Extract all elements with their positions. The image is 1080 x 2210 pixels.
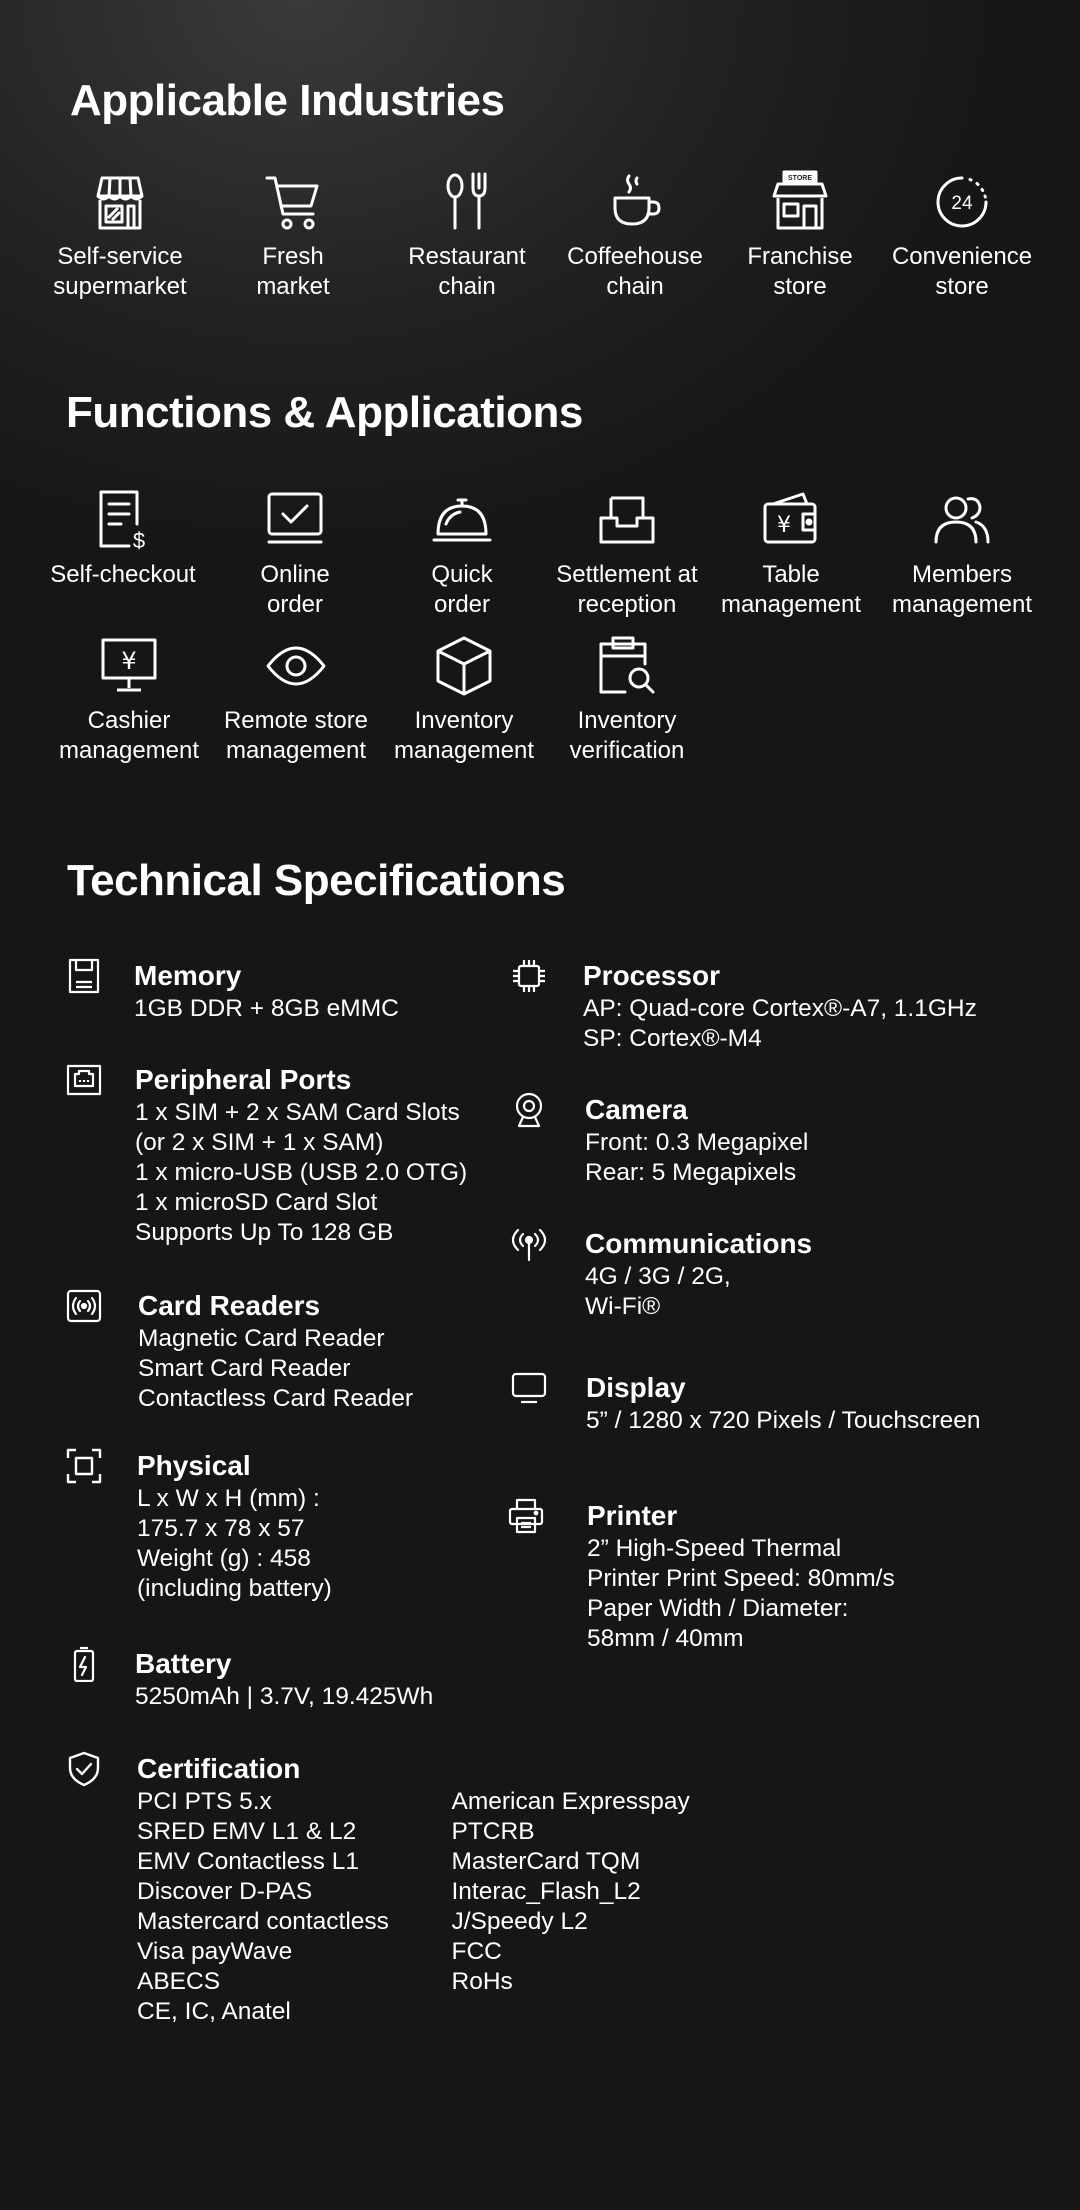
- industry-label-line2: supermarket: [53, 273, 187, 300]
- cert-item: CE, IC, Anatel: [137, 1998, 291, 2025]
- function-cashier-management: [44, 634, 214, 766]
- store-building-icon: [768, 170, 832, 234]
- spec-line: L x W x H (mm) :: [137, 1485, 320, 1512]
- shield-check-icon: [66, 1751, 102, 1787]
- spec-line: AP: Quad-core Cortex®-A7, 1.1GHz: [583, 995, 977, 1022]
- spec-line: 5” / 1280 x 720 Pixels / Touchscreen: [586, 1407, 981, 1434]
- cert-item: Discover D-PAS: [137, 1878, 313, 1905]
- spec-printer: [508, 1498, 1028, 1654]
- function-self-checkout: [38, 488, 208, 590]
- service-bell-icon: [430, 488, 494, 552]
- spec-line: 5250mAh | 3.7V, 19.425Wh: [135, 1683, 434, 1710]
- spec-title: Memory: [134, 960, 242, 991]
- receipt-dollar-icon: [91, 488, 155, 552]
- function-label-line1: Cashier: [87, 707, 171, 734]
- spec-line: 58mm / 40mm: [587, 1625, 744, 1652]
- spec-line: (or 2 x SIM + 1 x SAM): [135, 1129, 384, 1156]
- spec-line: 1 x SIM + 2 x SAM Card Slots: [135, 1099, 460, 1126]
- function-label-line1: Quick: [431, 561, 493, 588]
- function-inventory-verification: [542, 634, 712, 766]
- function-label-line2: management: [891, 591, 1033, 618]
- spec-title: Certification: [137, 1753, 301, 1784]
- industry-coffeehouse-chain: [550, 170, 720, 302]
- industries-title: Applicable Industries: [70, 76, 505, 125]
- 24-hour-icon: [930, 170, 994, 234]
- spec-line: Magnetic Card Reader: [138, 1325, 385, 1352]
- industry-label-line2: chain: [606, 273, 664, 300]
- spec-line: Contactless Card Reader: [138, 1385, 414, 1412]
- cert-item: EMV Contactless L1: [137, 1848, 359, 1875]
- function-quick-order: [377, 488, 547, 620]
- industry-label-line2: store: [935, 273, 989, 300]
- box-icon: [432, 634, 496, 698]
- industry-label-line1: Convenience: [891, 243, 1033, 270]
- spec-line: 1 x microSD Card Slot: [135, 1189, 378, 1216]
- function-table-management: [706, 488, 876, 620]
- monitor-icon: [511, 1370, 547, 1406]
- function-members-management: [877, 488, 1047, 620]
- 24-hour-badge-text: 24: [951, 193, 973, 214]
- webcam-icon: [511, 1092, 547, 1128]
- industry-label-line2: chain: [438, 273, 496, 300]
- shopping-cart-icon: [261, 170, 325, 234]
- cert-column-2: [452, 1787, 767, 2027]
- spec-title: Physical: [137, 1450, 251, 1481]
- spec-title: Communications: [585, 1228, 813, 1259]
- spec-line: (including battery): [137, 1575, 332, 1602]
- spec-card-readers: [66, 1288, 506, 1414]
- industry-franchise-store: [715, 170, 885, 302]
- inbox-tray-icon: [595, 488, 659, 552]
- spec-camera: [511, 1092, 1031, 1188]
- spec-line: Rear: 5 Megapixels: [585, 1159, 797, 1186]
- spec-certification: [66, 1751, 766, 2027]
- function-label-line1: Remote store: [223, 707, 369, 734]
- eye-icon: [264, 634, 328, 698]
- store-sign-text: STORE: [788, 175, 812, 182]
- spoon-fork-icon: [435, 170, 499, 234]
- function-label-line2: management: [58, 737, 200, 764]
- spec-line: 1 x micro-USB (USB 2.0 OTG): [135, 1159, 468, 1186]
- nfc-card-icon: [66, 1288, 102, 1324]
- spec-display: [511, 1370, 1051, 1436]
- function-label-line2: management: [225, 737, 367, 764]
- port-icon: [66, 1062, 102, 1098]
- functions-title: Functions & Applications: [66, 388, 583, 437]
- spec-title: Printer: [587, 1500, 678, 1531]
- spec-physical: [66, 1448, 506, 1604]
- function-inventory-management: [379, 634, 549, 766]
- svg-text:¥: ¥: [777, 513, 791, 538]
- cert-item: Visa payWave: [137, 1938, 293, 1965]
- spec-line: Smart Card Reader: [138, 1355, 351, 1382]
- spec-title: Processor: [583, 960, 720, 991]
- function-settlement-at-reception: [542, 488, 712, 620]
- function-label-line2: management: [720, 591, 862, 618]
- spec-line: 175.7 x 78 x 57: [137, 1515, 305, 1542]
- spec-peripheral-ports: [66, 1062, 506, 1248]
- spec-communications: [511, 1226, 1031, 1322]
- industry-label-line1: Fresh: [262, 243, 324, 270]
- spec-processor: [511, 958, 1031, 1054]
- function-label-line2: order: [266, 591, 324, 618]
- spec-line: Front: 0.3 Megapixel: [585, 1129, 809, 1156]
- cert-column-1: [137, 1787, 452, 2027]
- monitor-yen-icon: [97, 634, 161, 698]
- function-online-order: [210, 488, 380, 620]
- svg-text:$: $: [132, 528, 146, 552]
- function-label-line1: Inventory: [577, 707, 677, 734]
- spec-title: Battery: [135, 1648, 232, 1679]
- function-label-line1: Inventory: [414, 707, 514, 734]
- function-label-line2: reception: [577, 591, 677, 618]
- spec-title: Camera: [585, 1094, 688, 1125]
- spec-title: Display: [586, 1372, 686, 1403]
- industry-restaurant-chain: [382, 170, 552, 302]
- cert-item: RoHs: [451, 1968, 513, 1995]
- industry-label-line1: Franchise: [747, 243, 853, 270]
- industry-label-line2: market: [256, 273, 330, 300]
- cert-item: PTCRB: [451, 1818, 535, 1845]
- svg-text:¥: ¥: [121, 647, 137, 675]
- industry-convenience-store: [877, 170, 1047, 302]
- function-label-line2: management: [393, 737, 535, 764]
- spec-line: Wi-Fi®: [585, 1293, 661, 1320]
- cert-item: FCC: [451, 1938, 502, 1965]
- function-label-line1: Settlement at: [556, 561, 698, 588]
- spec-line: Weight (g) : 458: [137, 1545, 311, 1572]
- coffee-cup-icon: [603, 170, 667, 234]
- cert-item: Mastercard contactless: [137, 1908, 389, 1935]
- cert-item: ABECS: [137, 1968, 221, 1995]
- industry-label-line2: store: [773, 273, 827, 300]
- spec-line: Supports Up To 128 GB: [135, 1219, 394, 1246]
- spec-line: Printer Print Speed: 80mm/s: [587, 1565, 895, 1592]
- function-label-line1: Online: [260, 561, 330, 588]
- sd-card-icon: [66, 958, 102, 994]
- industry-fresh-market: [208, 170, 378, 302]
- industry-label-line1: Self-service: [57, 243, 183, 270]
- function-label-line1: Self-checkout: [50, 561, 196, 588]
- function-label-line2: order: [433, 591, 491, 618]
- cpu-chip-icon: [511, 958, 547, 994]
- cert-item: SRED EMV L1 & L2: [137, 1818, 357, 1845]
- spec-memory: [66, 958, 506, 1024]
- function-label-line1: Members: [911, 561, 1013, 588]
- checkbox-icon: [263, 488, 327, 552]
- wallet-yen-icon: [759, 488, 823, 552]
- clipboard-search-icon: [595, 634, 659, 698]
- cert-item: MasterCard TQM: [451, 1848, 641, 1875]
- function-remote-store-management: [211, 634, 381, 766]
- cert-item: PCI PTS 5.x: [137, 1788, 272, 1815]
- users-icon: [930, 488, 994, 552]
- spec-line: SP: Cortex®-M4: [583, 1025, 762, 1052]
- spec-title: Peripheral Ports: [135, 1064, 352, 1095]
- cert-item: J/Speedy L2: [451, 1908, 588, 1935]
- spec-battery: [66, 1646, 506, 1712]
- spec-title: Card Readers: [138, 1290, 321, 1321]
- printer-icon: [508, 1498, 544, 1534]
- function-label-line2: verification: [569, 737, 685, 764]
- antenna-signal-icon: [511, 1226, 547, 1262]
- spec-line: 2” High-Speed Thermal: [587, 1535, 842, 1562]
- storefront-icon: [88, 170, 152, 234]
- frame-corners-icon: [66, 1448, 102, 1484]
- specs-title: Technical Specifications: [67, 856, 566, 905]
- cert-item: American Expresspay: [451, 1788, 690, 1815]
- spec-line: 1GB DDR + 8GB eMMC: [134, 995, 399, 1022]
- spec-line: Paper Width / Diameter:: [587, 1595, 849, 1622]
- spec-line: 4G / 3G / 2G,: [585, 1263, 731, 1290]
- industry-label-line1: Coffeehouse: [567, 243, 703, 270]
- industry-self-service-supermarket: [35, 170, 205, 302]
- function-label-line1: Table: [762, 561, 820, 588]
- cert-item: Interac_Flash_L2: [451, 1878, 641, 1905]
- battery-icon: [66, 1646, 102, 1682]
- industry-label-line1: Restaurant: [408, 243, 526, 270]
